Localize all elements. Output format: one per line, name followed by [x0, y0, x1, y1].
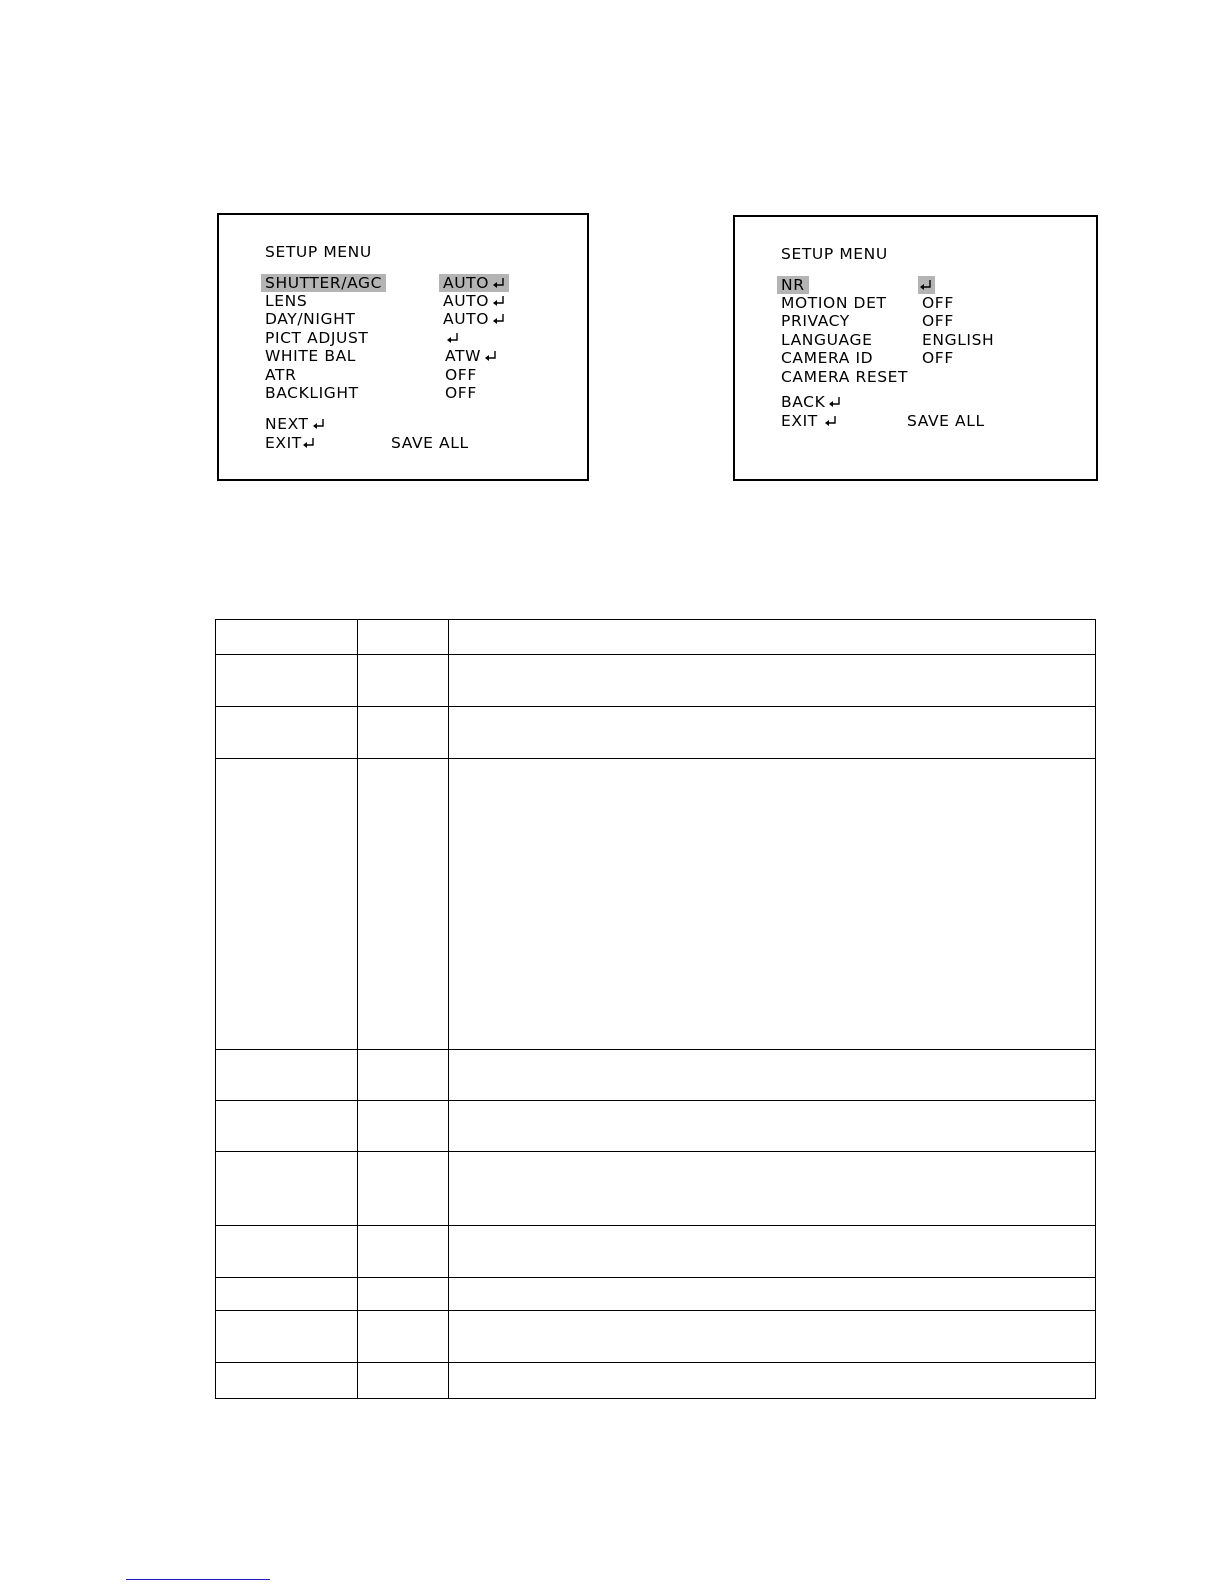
menu-item-motion-det[interactable]: MOTION DET: [781, 294, 887, 312]
table-cell: [358, 655, 449, 707]
menu-value-atr[interactable]: OFF: [445, 366, 477, 384]
menu-value-lens[interactable]: [443, 292, 505, 310]
menu-item-label: SHUTTER/AGC: [261, 274, 386, 292]
menu-item-day-night[interactable]: DAY/NIGHT: [265, 310, 356, 328]
menu-value-backlight[interactable]: OFF: [445, 384, 477, 402]
menu-save-all[interactable]: SAVE ALL: [391, 434, 469, 452]
table-cell: [216, 655, 358, 707]
table-cell: [358, 1278, 449, 1311]
table-cell: [449, 759, 1096, 1050]
menu-value-privacy[interactable]: OFF: [922, 312, 954, 330]
table-cell: [216, 1101, 358, 1152]
menu-item-camera-id[interactable]: CAMERA ID: [781, 349, 874, 367]
menu-item-value: AUTO: [443, 292, 490, 310]
menu-item-shutter-agc[interactable]: [265, 274, 386, 292]
table-cell: [449, 1278, 1096, 1311]
menu-item-language[interactable]: LANGUAGE: [781, 331, 873, 349]
enter-icon: [302, 437, 315, 449]
table-row: [216, 655, 1096, 707]
table-row: [216, 707, 1096, 759]
menu-value-day-night[interactable]: [443, 310, 505, 328]
menu-item-privacy[interactable]: PRIVACY: [781, 312, 850, 330]
menu-item-backlight[interactable]: BACKLIGHT: [265, 384, 359, 402]
table-cell: [449, 1363, 1096, 1399]
table-cell: [449, 1101, 1096, 1152]
table-cell: [358, 1050, 449, 1101]
menu-back-label: BACK: [781, 393, 826, 411]
table-cell: [449, 655, 1096, 707]
menu-title: SETUP MENU: [781, 245, 888, 263]
table-row: [216, 1050, 1096, 1101]
table-cell: [358, 707, 449, 759]
footer-link-underline: [126, 1579, 270, 1580]
menu-save-all[interactable]: SAVE ALL: [907, 412, 985, 430]
menu-value-white-bal[interactable]: [445, 347, 497, 365]
table-row: [216, 1311, 1096, 1363]
menu-next-label: NEXT: [265, 415, 309, 433]
table-cell: [358, 620, 449, 655]
table-cell: [358, 1311, 449, 1363]
table-cell: [216, 759, 358, 1050]
menu-value-nr[interactable]: [922, 276, 935, 294]
menu-value-language[interactable]: ENGLISH: [922, 331, 995, 349]
menu-value-pict-adjust[interactable]: [443, 329, 459, 347]
table-cell: [449, 1050, 1096, 1101]
osd-screen-left: [217, 213, 589, 481]
table-cell: [358, 1363, 449, 1399]
menu-item-value: AUTO: [443, 274, 490, 292]
enter-icon: [828, 396, 841, 408]
table-cell: [358, 759, 449, 1050]
table-cell: [358, 1152, 449, 1226]
menu-exit[interactable]: [265, 434, 315, 452]
enter-icon: [492, 277, 505, 289]
menu-item-atr[interactable]: ATR: [265, 366, 297, 384]
menu-item-lens[interactable]: LENS: [265, 292, 308, 310]
menu-item-camera-reset[interactable]: CAMERA RESET: [781, 368, 909, 386]
menu-exit-label: EXIT: [781, 412, 818, 430]
menu-item-label: NR: [777, 276, 809, 294]
menu-item-value: AUTO: [443, 310, 490, 328]
menu-value-shutter-agc[interactable]: [443, 274, 509, 292]
table-cell: [216, 1278, 358, 1311]
enter-icon: [919, 279, 932, 291]
menu-back[interactable]: [781, 393, 841, 411]
menu-exit-label: EXIT: [265, 434, 302, 452]
table-cell: [216, 1050, 358, 1101]
table-cell: [216, 1226, 358, 1278]
table-cell: [216, 1311, 358, 1363]
table-header-row: [216, 620, 1096, 655]
table-row: [216, 1363, 1096, 1399]
table-cell: [449, 620, 1096, 655]
enter-icon: [446, 332, 459, 344]
table-cell: [216, 707, 358, 759]
enter-icon: [492, 295, 505, 307]
table-row: [216, 759, 1096, 1050]
menu-next[interactable]: [265, 415, 325, 433]
table-cell: [216, 620, 358, 655]
parameter-table: [215, 619, 1096, 1399]
enter-icon: [484, 350, 497, 362]
osd-screen-right: [733, 215, 1098, 481]
enter-icon: [492, 313, 505, 325]
menu-item-value: ATW: [445, 347, 481, 365]
table-cell: [358, 1101, 449, 1152]
menu-exit[interactable]: [781, 412, 837, 430]
menu-item-nr[interactable]: [781, 276, 809, 294]
menu-item-pict-adjust[interactable]: PICT ADJUST: [265, 329, 369, 347]
table-cell: [449, 707, 1096, 759]
table-row: [216, 1226, 1096, 1278]
table-cell: [449, 1311, 1096, 1363]
enter-icon: [824, 415, 837, 427]
table-row: [216, 1101, 1096, 1152]
menu-item-white-bal[interactable]: WHITE BAL: [265, 347, 357, 365]
table-cell: [216, 1152, 358, 1226]
table-cell: [449, 1152, 1096, 1226]
table-row: [216, 1152, 1096, 1226]
enter-icon: [312, 418, 325, 430]
menu-value-motion-det[interactable]: OFF: [922, 294, 954, 312]
table-cell: [449, 1226, 1096, 1278]
menu-value-camera-id[interactable]: OFF: [922, 349, 954, 367]
menu-title: SETUP MENU: [265, 243, 372, 261]
table-cell: [358, 1226, 449, 1278]
table-row: [216, 1278, 1096, 1311]
table-cell: [216, 1363, 358, 1399]
